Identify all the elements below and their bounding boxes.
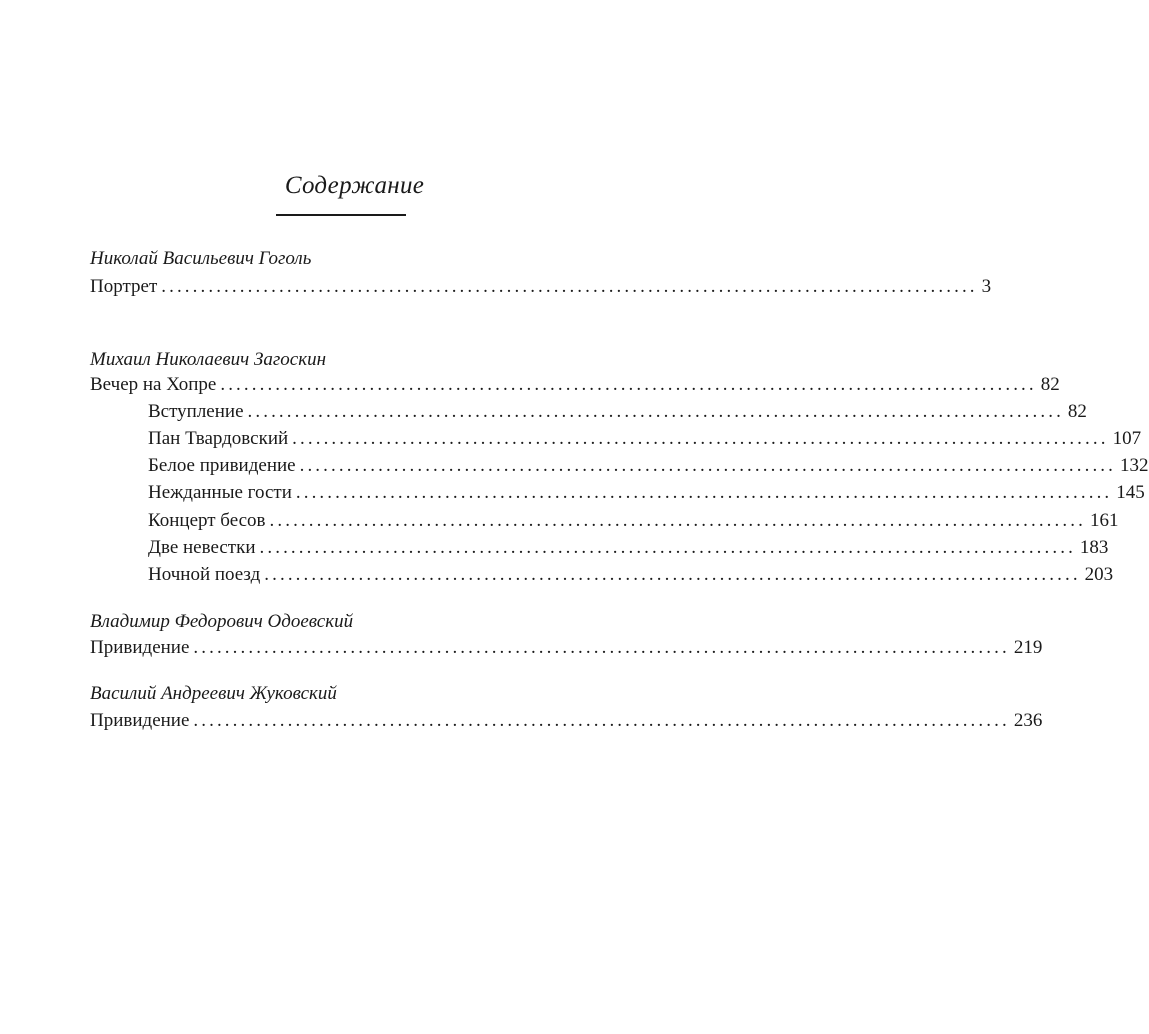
toc-subentry[interactable] — [148, 455, 1149, 481]
dot-leader: ........................................................................................................ — [220, 374, 1037, 395]
toc-entry[interactable] — [90, 276, 992, 302]
entry-page-number: 219 — [1013, 637, 1043, 658]
dot-leader: ........................................................................................................ — [193, 710, 1010, 731]
entry-title: Привидение — [90, 637, 190, 658]
entry-page-number: 3 — [981, 276, 992, 297]
entry-title: Белое привидение — [148, 455, 296, 476]
dot-leader: ........................................................................................................ — [299, 455, 1116, 476]
entry-page-number: 107 — [1112, 428, 1142, 449]
dot-leader: ........................................................................................................ — [193, 637, 1010, 658]
toc-subentry[interactable] — [148, 510, 1119, 536]
entry-title: Портрет — [90, 276, 158, 297]
dot-leader: ........................................................................................................ — [269, 510, 1086, 531]
toc-entry[interactable] — [90, 374, 1060, 400]
page-title: Содержание — [284, 172, 425, 199]
entry-title: Ночной поезд — [148, 564, 261, 585]
entry-page-number: 145 — [1116, 482, 1145, 503]
entry-page-number: 161 — [1089, 510, 1119, 531]
dot-leader: ........................................................................................................ — [264, 564, 1081, 585]
entry-title: Концерт бесов — [148, 510, 266, 531]
dot-leader: ........................................................................................................ — [295, 482, 1113, 503]
entry-title: Две невестки — [148, 537, 256, 558]
dot-leader: ........................................................................................................ — [292, 428, 1109, 449]
dot-leader: ........................................................................................................ — [161, 276, 978, 297]
toc-entry[interactable] — [90, 637, 1043, 663]
entry-page-number: 236 — [1013, 710, 1043, 731]
entry-title: Вечер на Хопре — [90, 374, 217, 395]
toc-entry[interactable] — [90, 710, 1043, 736]
entry-title: Привидение — [90, 710, 190, 731]
author-heading: Михаил Николаевич Загоскин — [90, 349, 327, 370]
entry-title: Нежданные гости — [148, 482, 292, 503]
title-underline — [276, 214, 406, 216]
dot-leader: ........................................................................................................ — [247, 401, 1064, 422]
toc-subentry[interactable] — [148, 401, 1087, 427]
entry-page-number: 82 — [1067, 401, 1087, 422]
author-heading: Владимир Федорович Одоевский — [90, 611, 354, 632]
entry-page-number: 82 — [1040, 374, 1060, 395]
toc-subentry[interactable] — [148, 428, 1142, 454]
entry-page-number: 132 — [1120, 455, 1149, 476]
entry-title: Вступление — [148, 401, 244, 422]
toc-subentry[interactable] — [148, 537, 1109, 563]
toc-subentry[interactable] — [148, 482, 1145, 508]
dot-leader: ........................................................................................................ — [259, 537, 1076, 558]
entry-page-number: 203 — [1084, 564, 1114, 585]
entry-title: Пан Твардовский — [148, 428, 289, 449]
author-heading: Николай Васильевич Гоголь — [90, 248, 312, 269]
author-heading: Василий Андреевич Жуковский — [90, 683, 337, 704]
toc-subentry[interactable] — [148, 564, 1114, 590]
entry-page-number: 183 — [1079, 537, 1109, 558]
